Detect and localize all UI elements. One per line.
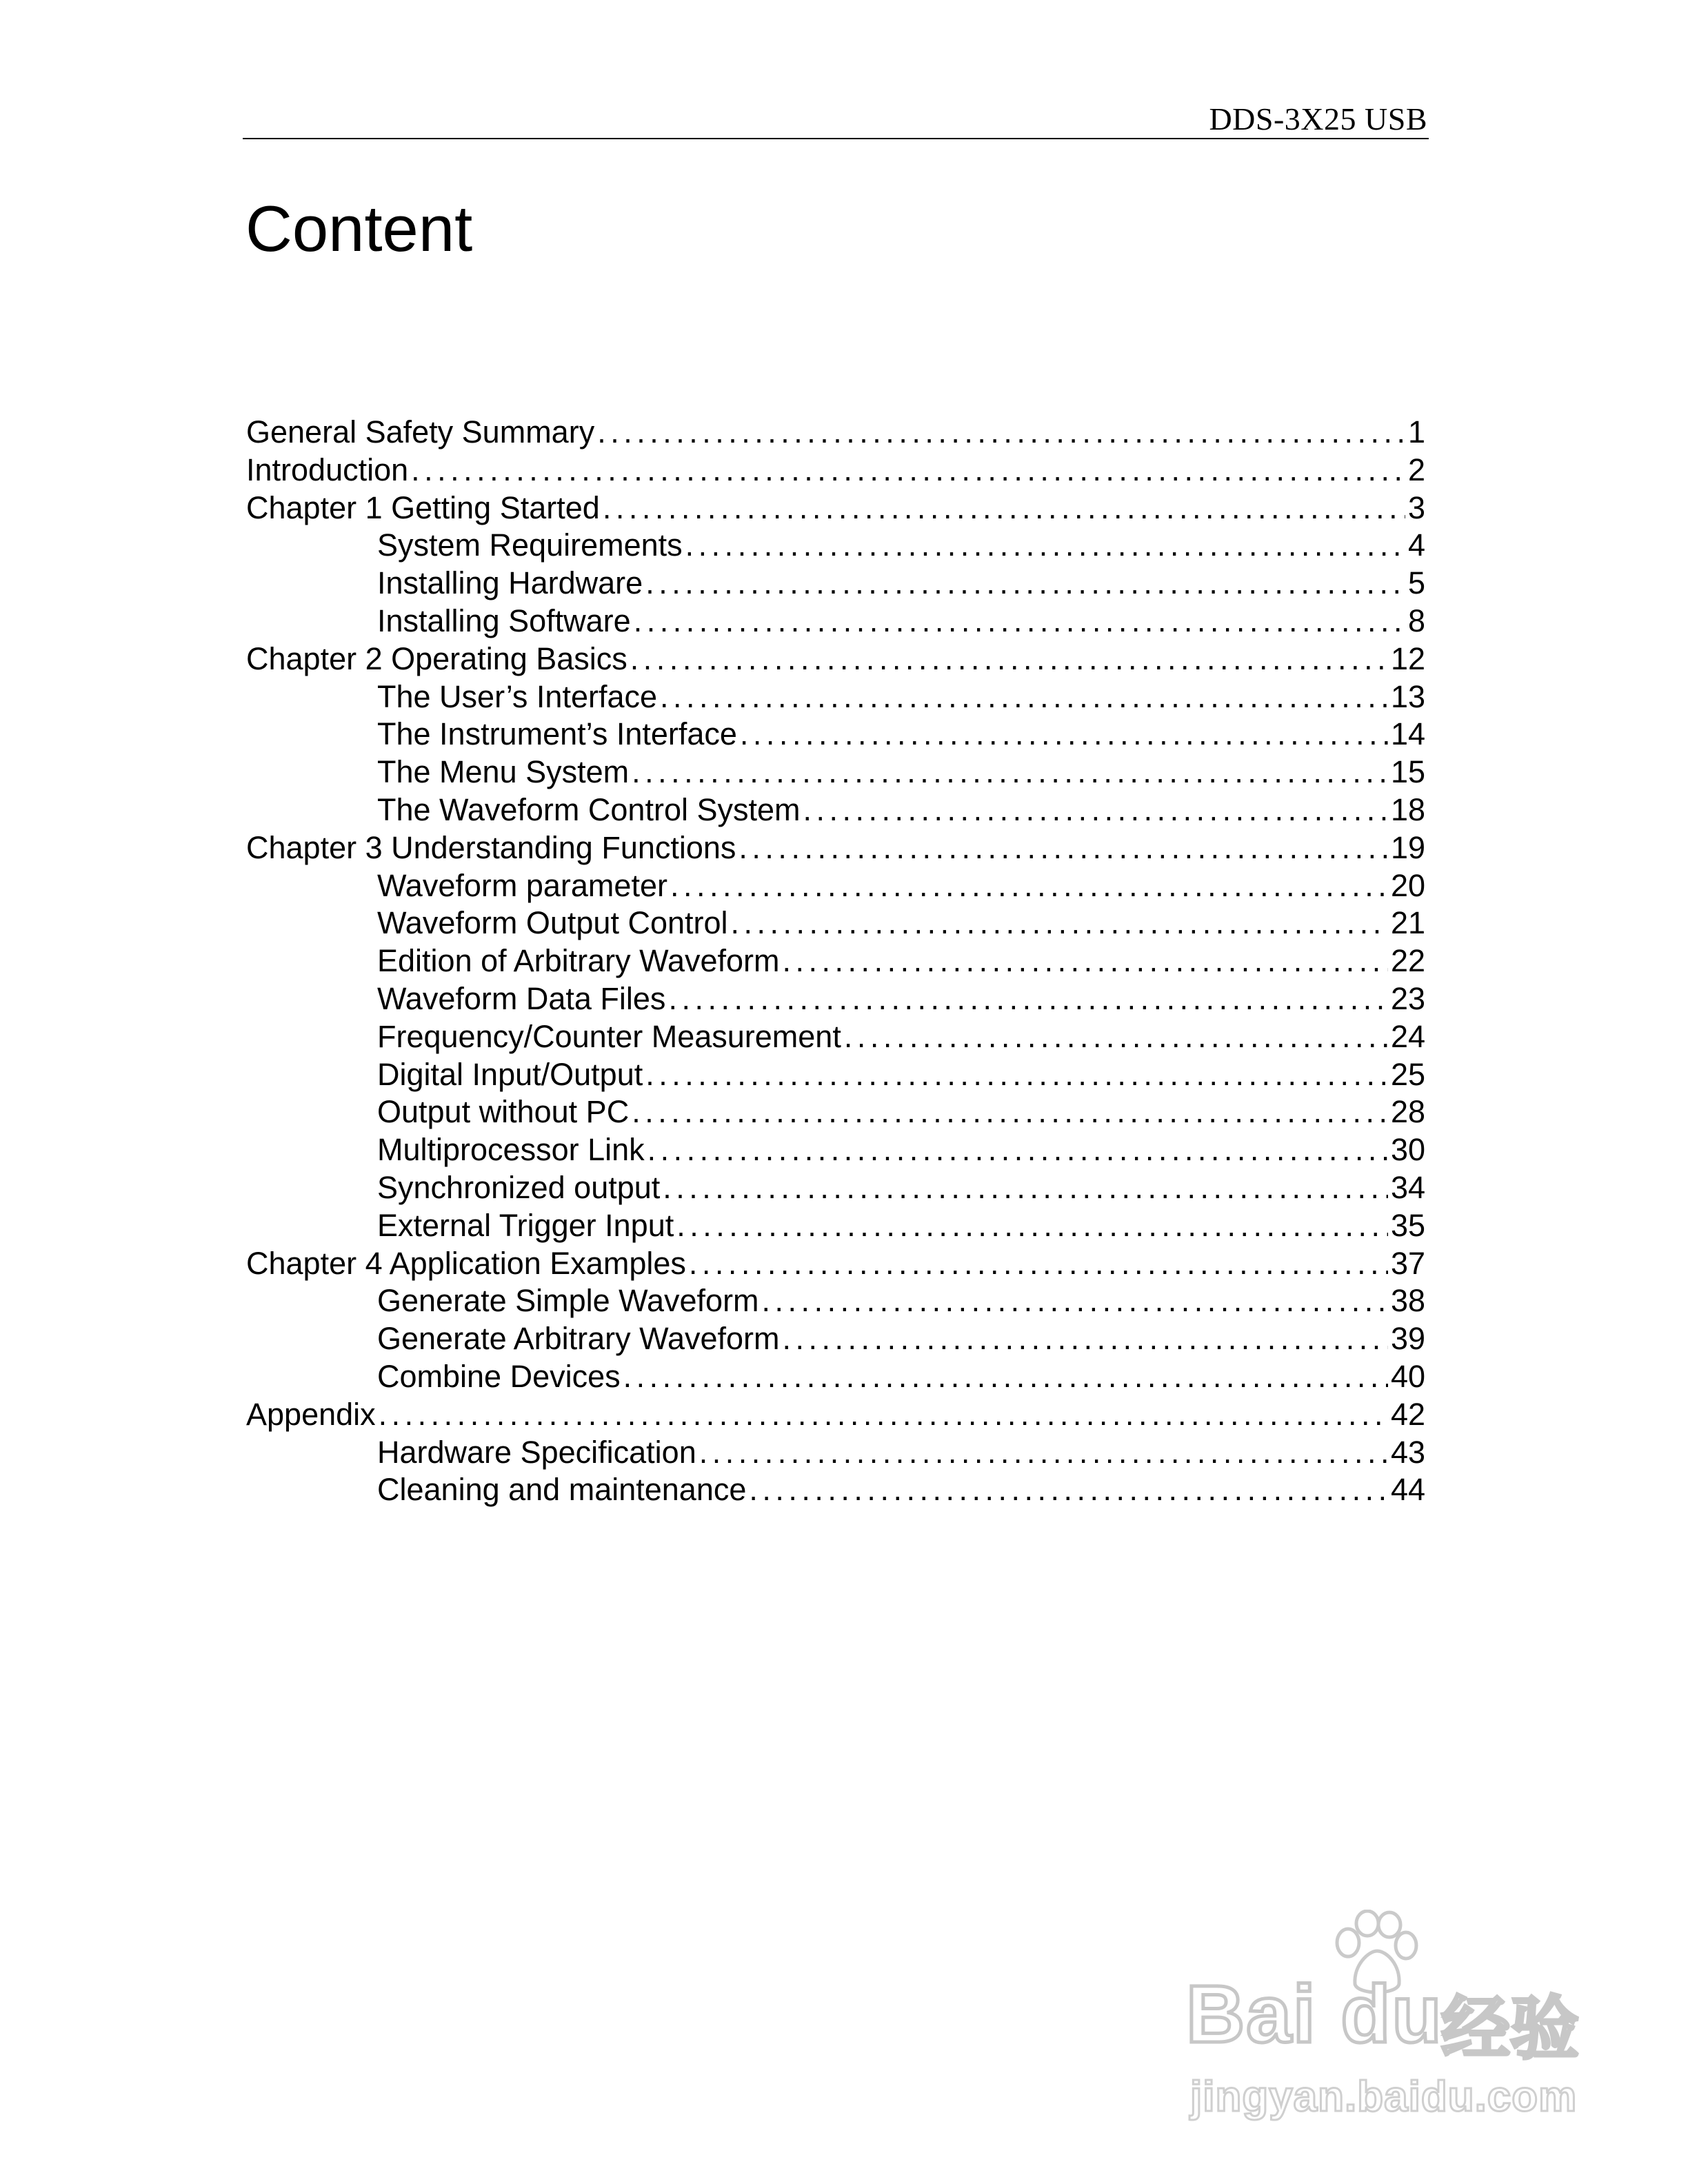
toc-entry-page-number: 34 — [1390, 1169, 1425, 1205]
toc-entry[interactable] — [246, 1093, 1425, 1131]
toc-entry-title: Cleaning and maintenance — [377, 1472, 747, 1508]
toc-entry-page-number: 8 — [1407, 603, 1425, 638]
toc-entry-title: Chapter 4 Application Examples — [246, 1245, 686, 1281]
toc-entry-page-number: 1 — [1407, 414, 1425, 449]
toc-dot-leader — [603, 489, 1405, 527]
toc-entry-title: Generate Simple Waveform — [377, 1283, 759, 1319]
toc-entry-title: The Waveform Control System — [377, 791, 801, 827]
toc-dot-leader — [731, 904, 1388, 942]
toc-entry[interactable] — [246, 678, 1425, 716]
toc-dot-leader — [379, 1396, 1388, 1434]
toc-entry-page-number: 24 — [1390, 1018, 1425, 1054]
toc-entry[interactable] — [246, 980, 1425, 1018]
watermark-url: jingyan.baidu.com — [1190, 2073, 1578, 2121]
toc-dot-leader — [668, 980, 1388, 1018]
toc-dot-leader — [663, 1169, 1388, 1207]
toc-entry-title: Appendix — [246, 1396, 376, 1432]
toc-entry-page-number: 42 — [1390, 1396, 1425, 1432]
toc-entry[interactable] — [246, 1245, 1425, 1283]
toc-entry[interactable] — [246, 1358, 1425, 1396]
toc-entry-title: Introduction — [246, 452, 409, 487]
page-title: Content — [245, 192, 473, 265]
toc-entry[interactable] — [246, 527, 1425, 565]
toc-dot-leader — [738, 829, 1388, 867]
toc-entry[interactable] — [246, 942, 1425, 980]
toc-dot-leader — [685, 527, 1405, 565]
toc-entry-title: The Instrument’s Interface — [377, 716, 737, 752]
toc-entry-page-number: 14 — [1390, 716, 1425, 752]
toc-entry-page-number: 25 — [1390, 1056, 1425, 1092]
toc-entry[interactable] — [246, 565, 1425, 603]
toc-entry-title: Output without PC — [377, 1094, 630, 1130]
toc-entry[interactable] — [246, 829, 1425, 867]
toc-entry-page-number: 12 — [1390, 640, 1425, 676]
toc-entry-page-number: 40 — [1390, 1358, 1425, 1394]
toc-dot-leader — [632, 1093, 1388, 1131]
toc-dot-leader — [803, 791, 1388, 829]
toc-entry-title: System Requirements — [377, 527, 683, 563]
toc-entry-title: Combine Devices — [377, 1358, 621, 1394]
toc-entry[interactable] — [246, 603, 1425, 640]
toc-dot-leader — [645, 565, 1405, 603]
toc-entry-title: Waveform parameter — [377, 867, 667, 903]
toc-entry-page-number: 15 — [1390, 754, 1425, 790]
toc-entry-page-number: 13 — [1390, 678, 1425, 714]
toc-entry-title: Generate Arbitrary Waveform — [377, 1321, 780, 1357]
toc-entry[interactable] — [246, 1169, 1425, 1207]
toc-entry[interactable] — [246, 1056, 1425, 1094]
toc-entry-page-number: 3 — [1407, 489, 1425, 525]
toc-entry-title: Waveform Data Files — [377, 980, 666, 1016]
toc-entry[interactable] — [246, 791, 1425, 829]
toc-entry-page-number: 19 — [1390, 829, 1425, 865]
running-header-title: DDS-3X25 USB — [1209, 101, 1427, 136]
toc-dot-leader — [647, 1131, 1388, 1169]
toc-entry-title: Hardware Specification — [377, 1434, 696, 1470]
toc-entry-page-number: 38 — [1390, 1283, 1425, 1319]
toc-dot-leader — [623, 1358, 1388, 1396]
toc-entry[interactable] — [246, 489, 1425, 527]
toc-entry-page-number: 44 — [1390, 1472, 1425, 1508]
toc-entry[interactable] — [246, 904, 1425, 942]
toc-dot-leader — [783, 942, 1388, 980]
toc-dot-leader — [632, 754, 1388, 791]
toc-entry[interactable] — [246, 867, 1425, 905]
toc-entry-title: Installing Software — [377, 603, 631, 638]
toc-entry-title: Edition of Arbitrary Waveform — [377, 943, 780, 979]
toc-entry[interactable] — [246, 1207, 1425, 1245]
header-rule — [243, 138, 1429, 139]
toc-entry-page-number: 28 — [1390, 1094, 1425, 1130]
baidu-jingyan-watermark — [1186, 1910, 1586, 2121]
toc-entry[interactable] — [246, 1471, 1425, 1509]
toc-entry[interactable] — [246, 414, 1425, 452]
toc-entry-title: Installing Hardware — [377, 565, 643, 601]
toc-entry[interactable] — [246, 716, 1425, 754]
toc-entry-title: Synchronized output — [377, 1169, 661, 1205]
toc-entry-page-number: 39 — [1390, 1321, 1425, 1357]
toc-entry[interactable] — [246, 640, 1425, 678]
toc-entry-page-number: 20 — [1390, 867, 1425, 903]
toc-dot-leader — [676, 1207, 1388, 1245]
toc-dot-leader — [630, 640, 1388, 678]
toc-dot-leader — [749, 1471, 1388, 1509]
toc-dot-leader — [411, 452, 1405, 489]
toc-entry-title: Digital Input/Output — [377, 1056, 643, 1092]
toc-entry[interactable] — [246, 1320, 1425, 1358]
toc-entry-title: External Trigger Input — [377, 1207, 674, 1243]
toc-dot-leader — [740, 716, 1388, 754]
toc-entry-page-number: 18 — [1390, 791, 1425, 827]
toc-entry-title: Frequency/Counter Measurement — [377, 1018, 841, 1054]
toc-entry[interactable] — [246, 1282, 1425, 1320]
toc-entry-title: The User’s Interface — [377, 678, 658, 714]
toc-dot-leader — [762, 1282, 1388, 1320]
toc-dot-leader — [699, 1434, 1388, 1472]
toc-dot-leader — [597, 414, 1405, 452]
toc-dot-leader — [783, 1320, 1388, 1358]
toc-entry-page-number: 5 — [1407, 565, 1425, 601]
toc-entry-page-number: 4 — [1407, 527, 1425, 563]
toc-dot-leader — [670, 867, 1388, 905]
toc-dot-leader — [660, 678, 1388, 716]
toc-entry-title: Waveform Output Control — [377, 905, 728, 941]
toc-entry-page-number: 43 — [1390, 1434, 1425, 1470]
toc-entry[interactable] — [246, 1018, 1425, 1056]
toc-entry-page-number: 21 — [1390, 905, 1425, 941]
toc-entry-title: General Safety Summary — [246, 414, 595, 449]
toc-entry[interactable] — [246, 754, 1425, 791]
toc-entry-page-number: 30 — [1390, 1132, 1425, 1168]
toc-entry[interactable] — [246, 1396, 1425, 1434]
toc-entry[interactable] — [246, 1434, 1425, 1472]
watermark-brand: Bai du — [1186, 1969, 1443, 2060]
toc-entry[interactable] — [246, 1131, 1425, 1169]
toc-entry-page-number: 35 — [1390, 1207, 1425, 1243]
toc-entry-title: The Menu System — [377, 754, 630, 790]
toc-entry-page-number: 23 — [1390, 980, 1425, 1016]
toc-dot-leader — [634, 603, 1405, 640]
toc-dot-leader — [844, 1018, 1388, 1056]
toc-entry-page-number: 37 — [1390, 1245, 1425, 1281]
watermark-chinese: 经验 — [1441, 1988, 1579, 2069]
toc-entry-title: Multiprocessor Link — [377, 1132, 645, 1168]
toc-entry-title: Chapter 1 Getting Started — [246, 489, 600, 525]
toc-dot-leader — [689, 1245, 1388, 1283]
table-of-contents — [246, 414, 1425, 1509]
toc-entry-title: Chapter 2 Operating Basics — [246, 640, 627, 676]
toc-entry-title: Chapter 3 Understanding Functions — [246, 829, 736, 865]
toc-entry-page-number: 2 — [1407, 452, 1425, 487]
toc-entry-page-number: 22 — [1390, 943, 1425, 979]
toc-entry[interactable] — [246, 452, 1425, 489]
toc-dot-leader — [645, 1056, 1388, 1094]
